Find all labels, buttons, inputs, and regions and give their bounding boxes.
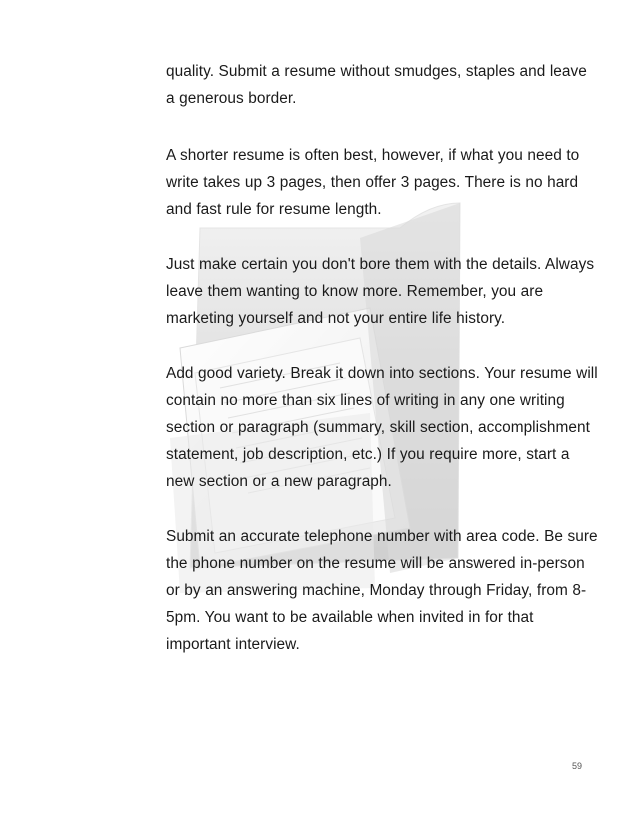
document-body [166,58,598,686]
paragraph-print-quality: quality. Submit a resume without smudges, staples and leave a generous border. [166,63,587,107]
paragraph-resume-length: A shorter resume is often best, however, if what you need to write takes up 3 pages, then offer 3 pages. There is no hard and fast rule for resume length. [166,147,580,218]
paragraph-details: Just make certain you don't bore them with the details. Always leave them wanting to know more. Remember, you are marketing yourself and not your entire life history. [166,256,595,327]
page-number: 59 [572,761,583,771]
paragraph-telephone: Submit an accurate telephone number with area code. Be sure the phone number on the resume will be answered in-person or by an answering machine, Monday through Friday, from 8-5pm. You want to be available when invited in for that important interview. [166,528,598,653]
paragraph-variety: Add good variety. Break it down into sections. Your resume will contain no more than six lines of writing in any one writing section or paragraph (summary, skill section, accomplishment statement, job description, etc.) If you require more, start a new section or a new paragraph. [166,365,598,490]
